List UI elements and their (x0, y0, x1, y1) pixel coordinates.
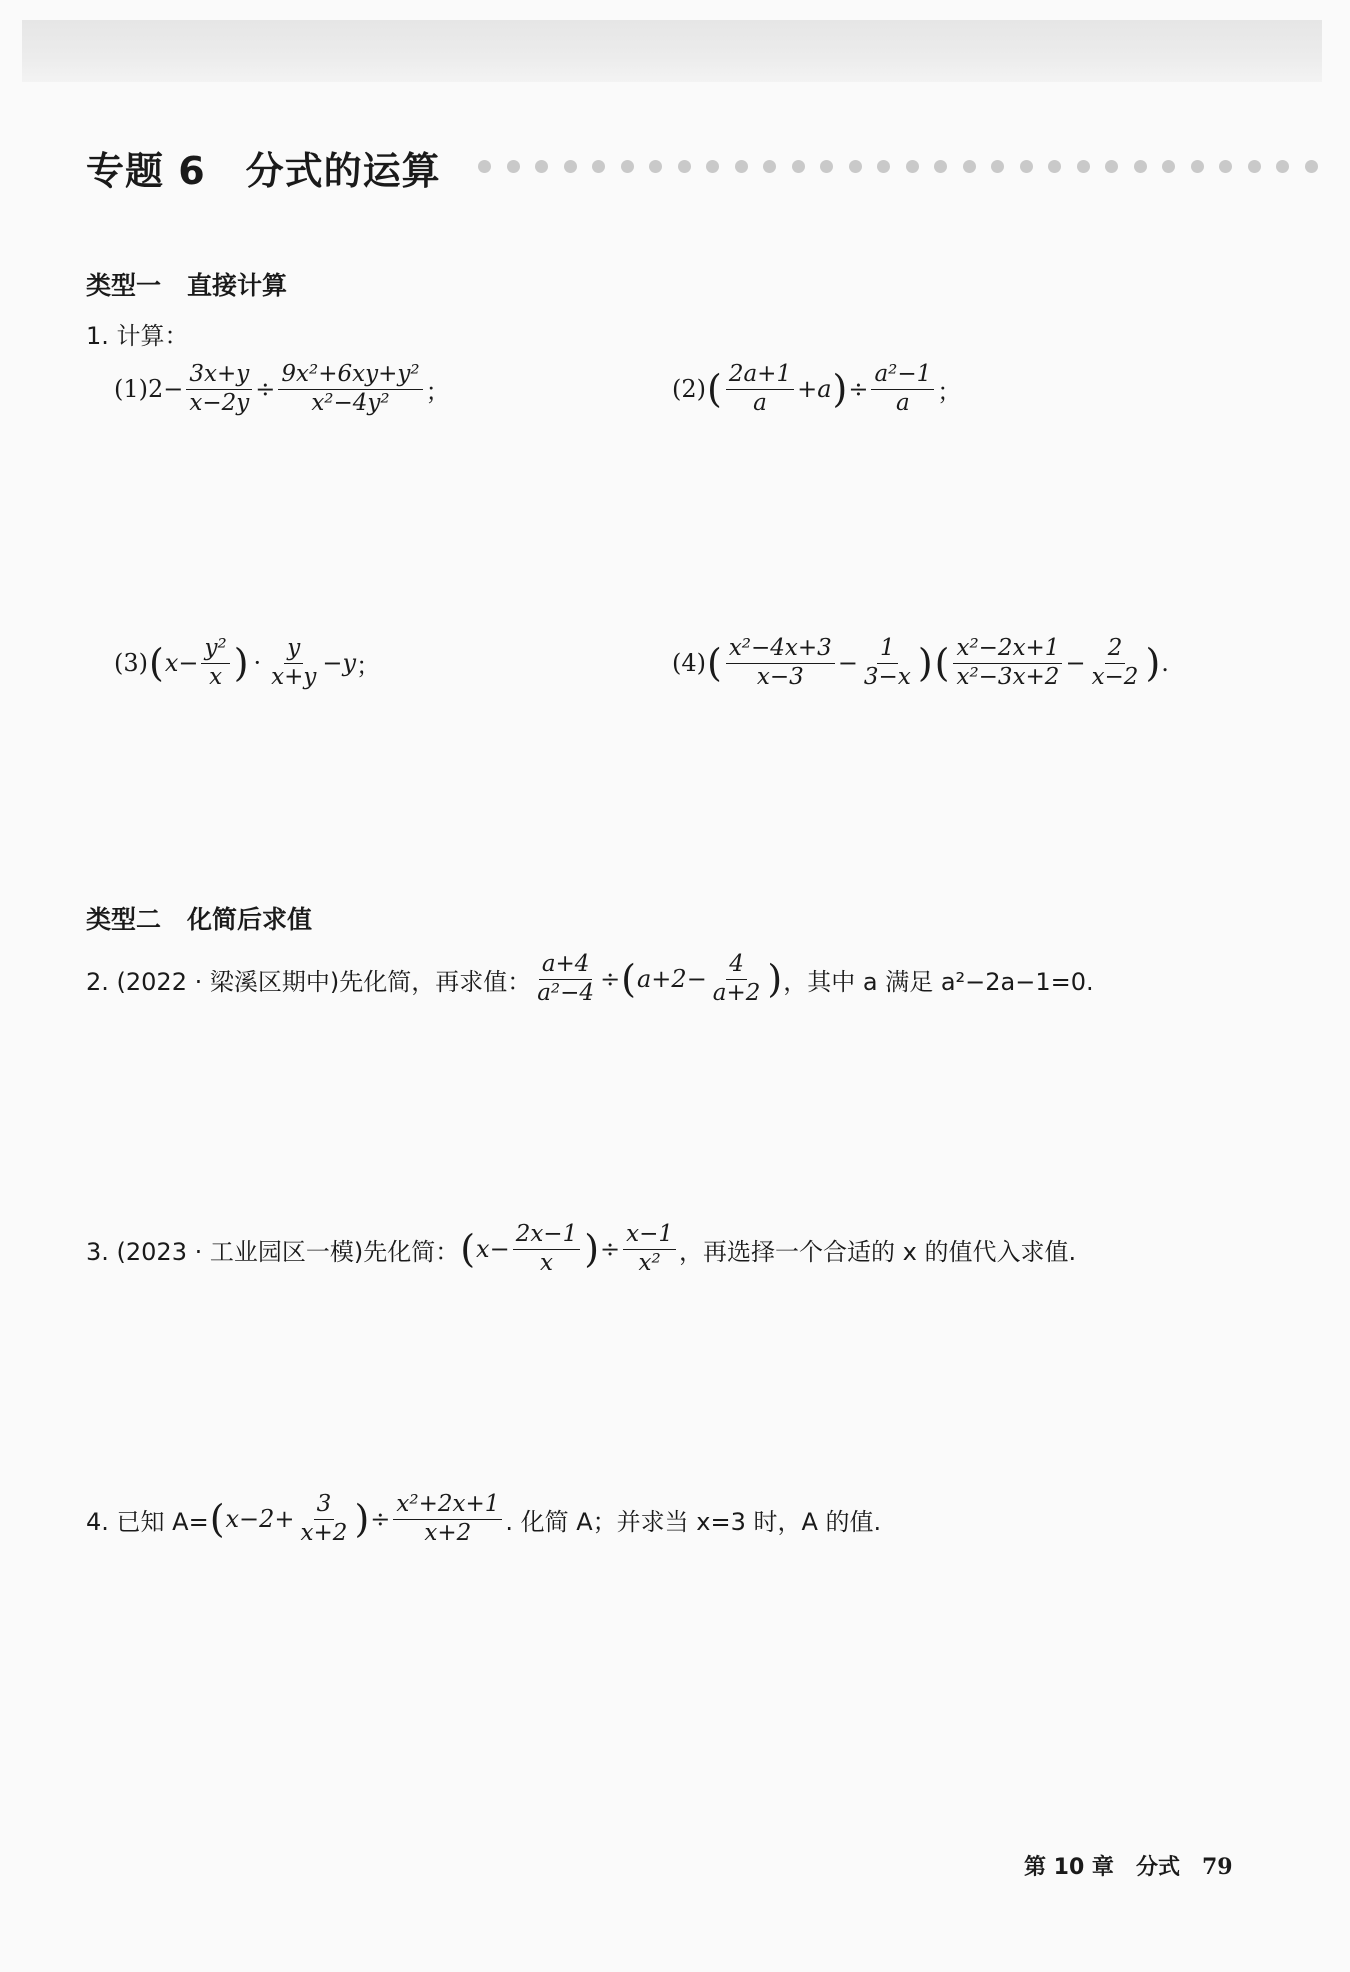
decorative-dot (1305, 160, 1318, 173)
fraction: $\frac{\text{x²+2x+1}}{x+2}$ (393, 1492, 502, 1547)
operator: − (1065, 649, 1086, 678)
part-tag: (4) (672, 649, 706, 678)
decorative-dot (820, 160, 833, 173)
decorative-dot (649, 160, 662, 173)
decorative-dot (1105, 160, 1118, 173)
decorative-dot (735, 160, 748, 173)
title-dot-rule (478, 160, 1318, 174)
punctuation: ； (937, 377, 962, 406)
operator: · (253, 649, 262, 678)
part-tag: (2) (672, 375, 706, 404)
question-stem: 4. 已知 A= (86, 1507, 209, 1536)
section-title: 直接计算 (187, 271, 288, 300)
fraction: $\frac{3x+y}{x-2y}$ (186, 362, 252, 417)
scan-top-band (22, 20, 1322, 82)
math-text: x− (164, 649, 199, 678)
part-tag: (1) (114, 375, 148, 404)
fraction: $\frac{2x-1}{x}$ (513, 1222, 581, 1277)
question-1-stem: 1. 计算： (86, 322, 189, 350)
fraction: $\frac{\text{x²−4x+3}}{x-3}$ (726, 636, 835, 691)
decorative-dot (621, 160, 634, 173)
fraction: $\frac{\text{9x²+6xy+y²}}{\text{x²−4y²}}$ (278, 362, 422, 417)
topic-label: 专题 6 (86, 149, 206, 193)
decorative-dot (1048, 160, 1061, 173)
question-tail: ，再选择一个合适的 x 的值代入求值. (679, 1237, 1077, 1266)
fraction: $\frac{2}{x-2}$ (1091, 635, 1139, 690)
question-stem: 2. (2022 · 梁溪区期中)先化简，再求值： (86, 967, 532, 996)
punctuation: ； (425, 377, 450, 406)
question-3: 3. (2023 · 工业园区一模)先化简： ( x− $\frac{2x-1}{x}$ ) ÷ $\frac{x-1}{\text{x²}}$ ，再选择一个合适的 x 的值代入求值. (86, 1221, 1077, 1276)
operator: − (837, 649, 858, 678)
math-text: x−2+ (225, 1505, 295, 1534)
page-number: 79 (1201, 1854, 1233, 1880)
operator: ÷ (370, 1505, 391, 1534)
section-label: 类型二 (86, 905, 162, 934)
decorative-dot (1020, 160, 1033, 173)
fraction: $\frac{\text{y²}}{x}$ (201, 636, 229, 691)
operator: ÷ (600, 965, 621, 994)
question-1-part-1 (114, 362, 450, 417)
question-1-part-4: (4) ( $\frac{\text{x²−4x+3}}{x-3}$ − $\frac{1}{3-x}$ ) ( $\frac{\text{x²−2x+1}}{\text{x²−3x+2}}$ − $\frac{2}{x-2}$ ) . (672, 635, 1169, 690)
chapter-label: 第 10 章 (1024, 1855, 1114, 1880)
decorative-dot (934, 160, 947, 173)
fraction: $\frac{\text{x²−2x+1}}{\text{x²−3x+2}}$ (953, 636, 1062, 691)
math-text: 2− (148, 375, 184, 404)
decorative-dot (507, 160, 520, 173)
question-stem: 3. (2023 · 工业园区一模)先化简： (86, 1237, 460, 1266)
page-footer (1024, 1850, 1233, 1881)
question-2: 2. (2022 · 梁溪区期中)先化简，再求值： $\frac{a+4}{\text{a²−4}}$ ÷ ( a+2− $\frac{4}{a+2}$ ) ，其中 a 满足 a²−2a−1=0. (86, 951, 1094, 1006)
decorative-dot (1248, 160, 1261, 173)
decorative-dot (678, 160, 691, 173)
math-text: a+2− (637, 965, 707, 994)
section-heading-1 (86, 266, 287, 302)
math-text: x− (476, 1235, 510, 1264)
math-text: +a (797, 375, 832, 404)
decorative-dot (564, 160, 577, 173)
decorative-dot (1134, 160, 1147, 173)
question-4: 4. 已知 A= ( x−2+ $\frac{3}{x+2}$ ) ÷ $\frac{\text{x²+2x+1}}{x+2}$ . 化简 A；并求当 x=3 时，A 的值. (86, 1491, 882, 1546)
question-1-part-2: (2) ( $\frac{2a+1}{a}$ +a ) ÷ $\frac{\text{a²−1}}{a}$ ； (672, 361, 962, 416)
fraction: $\frac{1}{3-x}$ (863, 635, 911, 690)
math-text: −y (322, 649, 357, 678)
chapter-title: 分式 (1135, 1855, 1180, 1880)
part-tag: (3) (114, 649, 148, 678)
decorative-dot (849, 160, 862, 173)
decorative-dot (792, 160, 805, 173)
operator: ÷ (600, 1235, 621, 1264)
question-tail: ，其中 a 满足 a²−2a−1=0. (783, 967, 1094, 996)
question-1-part-3: (3) ( x− $\frac{\text{y²}}{x}$ ) · $\frac{y}{x+y}$ −y ； (114, 635, 381, 690)
topic-title: 分式的运算 (245, 149, 441, 193)
fraction: $\frac{4}{a+2}$ (712, 951, 761, 1006)
operator: ÷ (848, 375, 869, 404)
section-title: 化简后求值 (187, 905, 313, 934)
punctuation: ； (356, 651, 381, 680)
question-tail: . 化简 A；并求当 x=3 时，A 的值. (505, 1507, 882, 1536)
decorative-dot (763, 160, 776, 173)
fraction: $\frac{x-1}{\text{x²}}$ (623, 1222, 676, 1277)
decorative-dot (877, 160, 890, 173)
page-title (86, 140, 441, 195)
decorative-dot (535, 160, 548, 173)
fraction: $\frac{a+4}{\text{a²−4}}$ (537, 951, 595, 1006)
punctuation: . (1161, 649, 1169, 678)
decorative-dot (1077, 160, 1090, 173)
decorative-dot (1276, 160, 1289, 173)
operator: ÷ (255, 375, 276, 404)
decorative-dot (963, 160, 976, 173)
section-label: 类型一 (86, 271, 162, 300)
decorative-dot (592, 160, 605, 173)
decorative-dot (1191, 160, 1204, 173)
fraction: $\frac{3}{x+2}$ (300, 1491, 348, 1546)
fraction: $\frac{y}{x+y}$ (271, 635, 317, 690)
decorative-dot (906, 160, 919, 173)
decorative-dot (706, 160, 719, 173)
decorative-dot (478, 160, 491, 173)
decorative-dot (1219, 160, 1232, 173)
fraction: $\frac{\text{a²−1}}{a}$ (871, 362, 934, 417)
section-heading-2 (86, 900, 312, 936)
decorative-dot (1162, 160, 1175, 173)
decorative-dot (991, 160, 1004, 173)
fraction: $\frac{2a+1}{a}$ (726, 362, 794, 417)
